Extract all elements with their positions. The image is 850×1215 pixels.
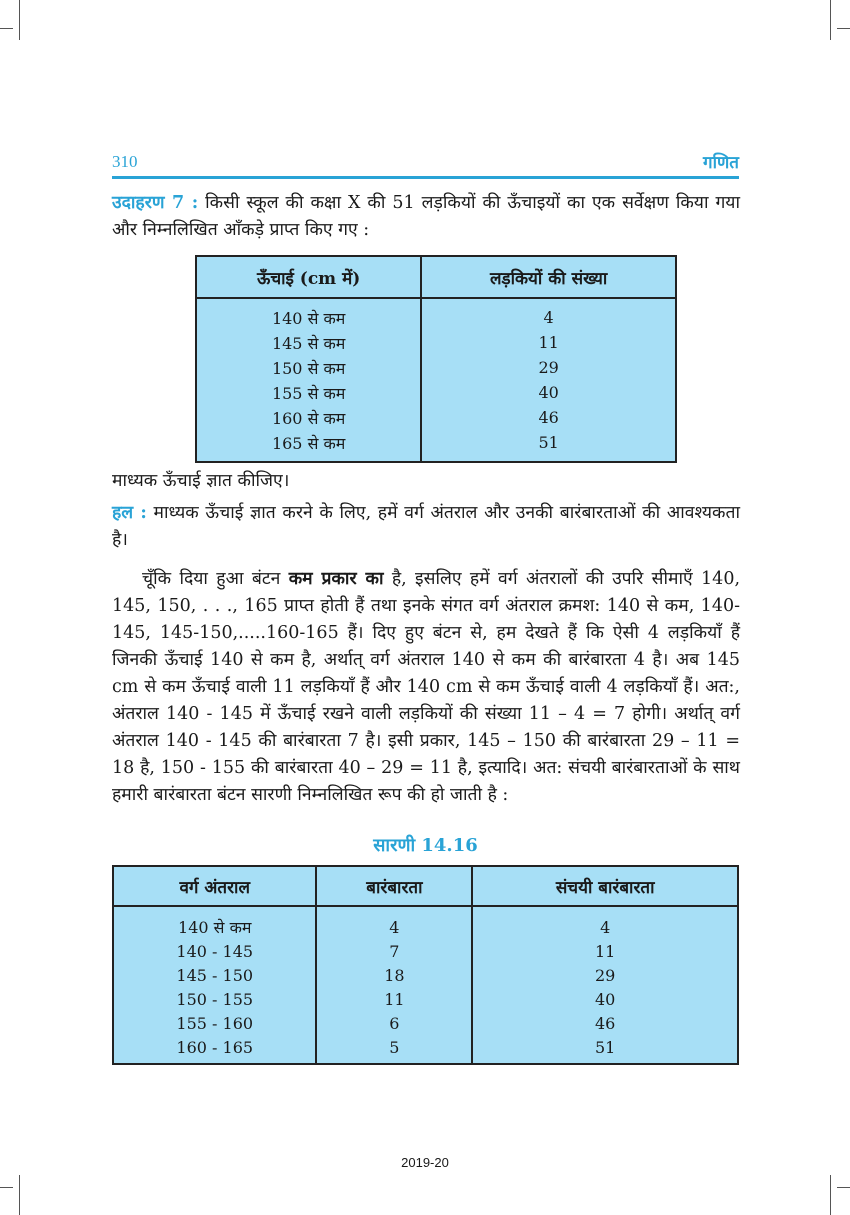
cumulative-frequency-table [112,865,739,1065]
table-row [196,380,676,405]
table1-header-height: ऊँचाई (cm में) [196,256,421,298]
table-cell: 51 [421,430,676,462]
table-cell: 140 - 145 [113,939,316,963]
table-cell: 29 [472,963,738,987]
explanation-text-rest: है, इसलिए हमें वर्ग अंतरालों की उपरि सीमाएँ 140, 145, 150, . . ., 165 प्राप्त होती हैं तथा इनके संगत वर्ग अंतराल क्रमश: 140 से कम, 140-145, 145-150,.....160-165 हैं। दिए हुए बंटन से, हम देखते हैं कि ऐसी 4 लड़कियाँ हैं जिनकी ऊँचाई 140 से कम है, अर्थात् वर्ग अंतराल 140 से कम की बारंबारता 4 है। अब 145 cm से कम ऊँचाई वाली 11 लड़कियाँ हैं और 140 cm से कम ऊँचाई वाली 4 लड़कियाँ हैं। अत:, अंतराल 140 - 145 में ऊँचाई रखने वाली लड़कियों की संख्या 11 – 4 = 7 होगी। अर्थात् वर्ग अंतराल 140 - 145 की बारंबारता 7 है। इसी प्रकार, 145 – 150 की बारंबारता 29 – 11 = 18 है, 150 - 155 की बारंबारता 40 – 29 = 11 है, इत्यादि। अत: संचयी बारंबारताओं के साथ हमारी बारंबारता बंटन सारणी निम्नलिखित रूप की हो जाती है : [112,569,741,805]
table1-header-count: लड़कियों की संख्या [421,256,676,298]
table-cell: 145 से कम [196,330,421,355]
table-cell: 155 - 160 [113,1011,316,1035]
subject-title: गणित [703,153,739,173]
table-row [196,298,676,330]
table-cell: 155 से कम [196,380,421,405]
explanation-text-start: चूँकि दिया हुआ बंटन [142,569,289,589]
table-cell: 140 से कम [113,906,316,939]
table-row [196,405,676,430]
crop-mark [837,28,850,29]
crop-mark [19,1175,20,1215]
solution-text: माध्यक ऊँचाई ज्ञात करने के लिए, हमें वर्ग अंतराल और उनकी बारंबारताओं की आवश्यकता है। [112,503,740,550]
page-number: 310 [112,152,138,171]
table-cell: 160 से कम [196,405,421,430]
table-row [113,1035,738,1064]
question-text: माध्यक ऊँचाई ज्ञात कीजिए। [112,471,290,491]
table-cell: 140 से कम [196,298,421,330]
page-header [112,150,739,178]
crop-mark [830,1175,831,1215]
page-footer: 2019-20 [401,1155,449,1170]
table-cell: 4 [472,906,738,939]
table-row [113,906,738,939]
table-cell: 11 [316,987,472,1011]
table-cell: 7 [316,939,472,963]
table-cell: 40 [472,987,738,1011]
table-cell: 18 [316,963,472,987]
table-cell: 145 - 150 [113,963,316,987]
table-cell: 150 से कम [196,355,421,380]
table-row [113,1011,738,1035]
crop-mark [830,0,831,40]
table-cell: 4 [421,298,676,330]
table2-header-cumulative: संचयी बारंबारता [472,866,738,906]
table-cell: 165 से कम [196,430,421,462]
explanation-paragraph [112,566,740,809]
table2-header-interval: वर्ग अंतराल [113,866,316,906]
table-row [113,963,738,987]
table-cell: 46 [472,1011,738,1035]
crop-mark [0,1187,13,1188]
table-row [113,939,738,963]
table-cell: 150 - 155 [113,987,316,1011]
example-label: उदाहरण 7 : [112,193,199,213]
table-cell: 46 [421,405,676,430]
table2-header-frequency: बारंबारता [316,866,472,906]
crop-mark [19,0,20,40]
table-cell: 11 [472,939,738,963]
table-cell: 4 [316,906,472,939]
height-table [195,255,677,463]
table-row [196,355,676,380]
table-cell: 40 [421,380,676,405]
table2-caption: सारणी 14.16 [373,835,478,856]
table-cell: 6 [316,1011,472,1035]
table-row [196,330,676,355]
table-cell: 11 [421,330,676,355]
example-paragraph [112,190,740,244]
solution-label: हल : [112,503,147,523]
crop-mark [0,28,13,29]
table-cell: 51 [472,1035,738,1064]
example-text: किसी स्कूल की कक्षा X की 51 लड़कियों की ऊँचाइयों का एक सर्वेक्षण किया गया और निम्नलिखित आँकड़े प्राप्त किए गए : [112,193,740,240]
table-cell: 160 - 165 [113,1035,316,1064]
table-row [113,987,738,1011]
solution-paragraph [112,500,740,554]
explanation-bold-text: कम प्रकार का [288,569,384,589]
crop-mark [837,1187,850,1188]
table-row [196,430,676,462]
table-cell: 5 [316,1035,472,1064]
table-cell: 29 [421,355,676,380]
header-rule [112,176,739,179]
